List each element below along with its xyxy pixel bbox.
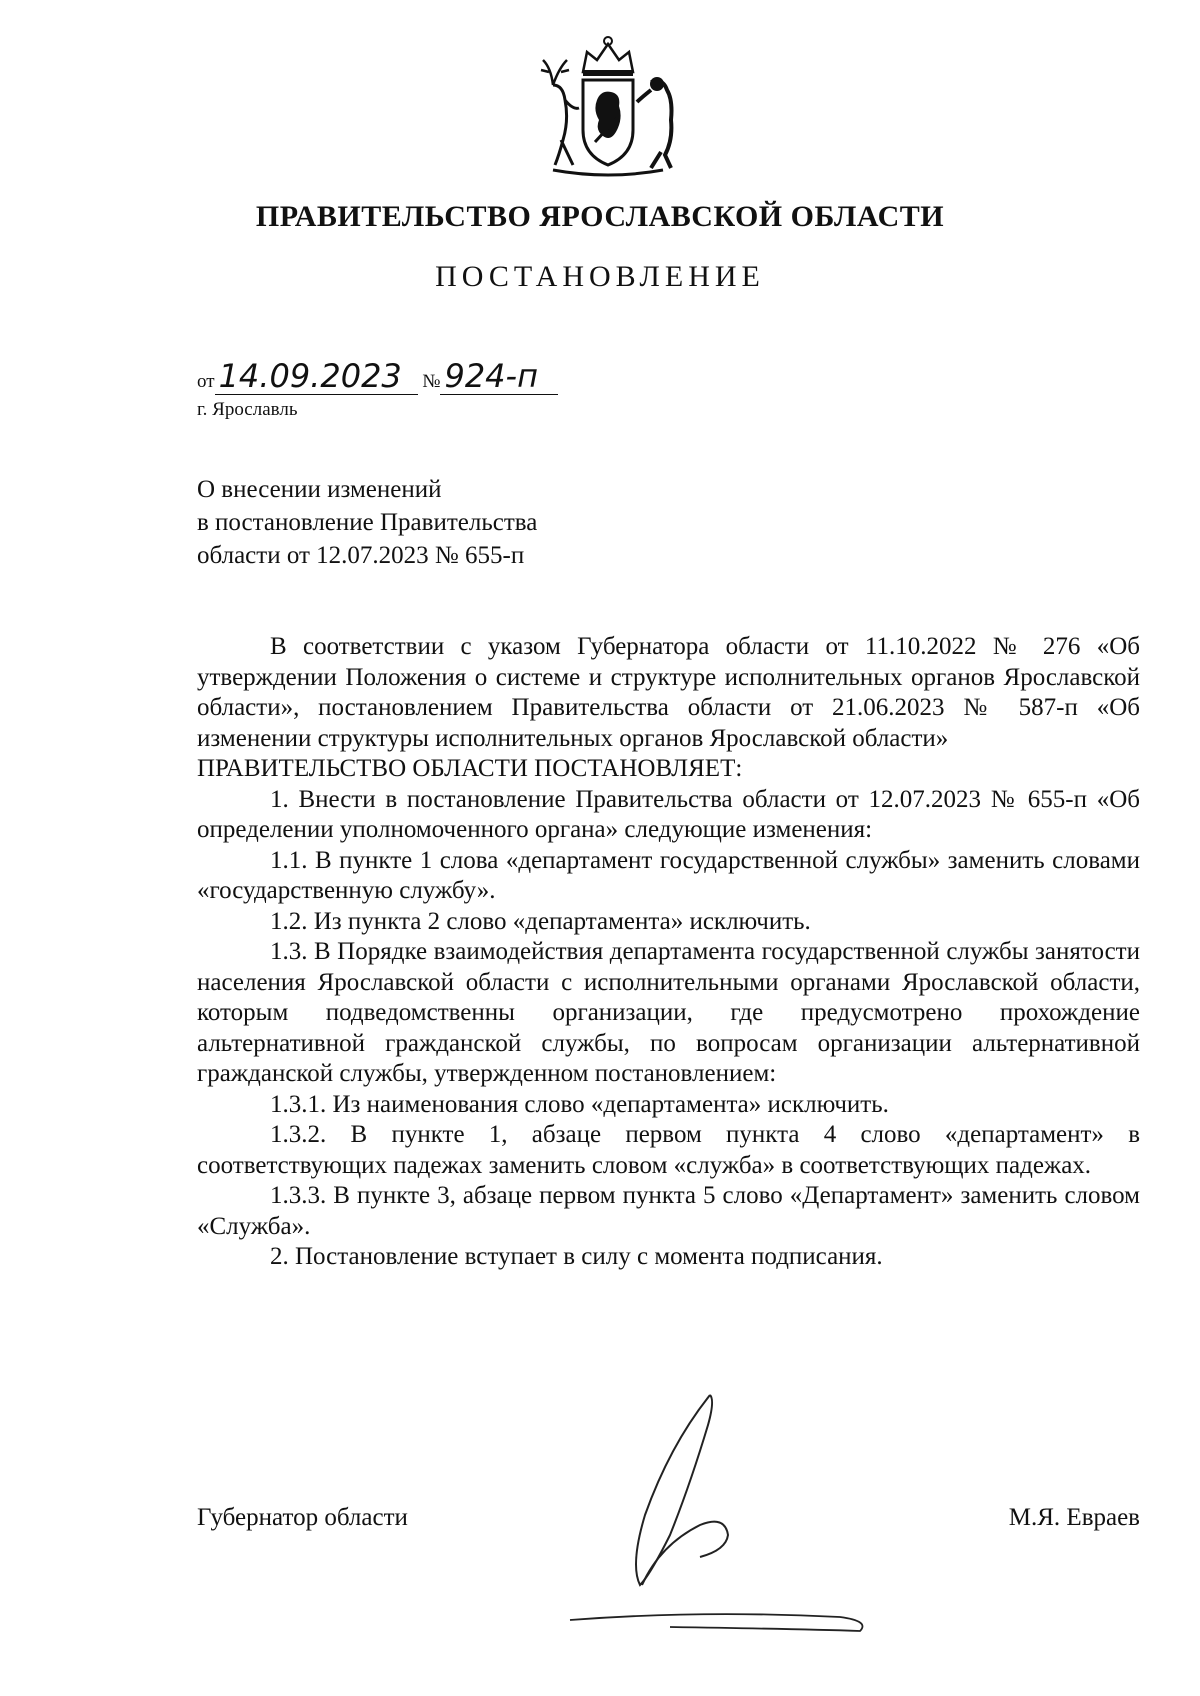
body-item: 1.2. Из пункта 2 слово «департамента» исключить. xyxy=(270,907,811,935)
signatory-name: М.Я. Евраев xyxy=(1008,1504,1140,1531)
body-item: 1.3.2. В пункте 1, абзаце первом пункта 4 слово «департамент» в соответствующих падежах заменить словом «служба» в соответствующих падежах. xyxy=(197,1121,1140,1179)
document-type: ПОСТАНОВЛЕНИЕ xyxy=(435,260,765,293)
document-city: г. Ярославль xyxy=(197,399,298,420)
preamble-paragraph: В соответствии с указом Губернатора области от 11.10.2022 № 276 «Об утверждении Положения о системе и структуре исполнительных органов Ярославской области», постановлением Правительства области от 21.06.2023 № 587-п «Об изменении структуры исполнительных органов Ярославской области» xyxy=(197,633,1140,752)
crown-icon xyxy=(583,44,633,72)
document-subject xyxy=(197,473,717,572)
document-body xyxy=(197,632,1140,1273)
date-from-label: от xyxy=(197,371,215,392)
resolves-heading: ПРАВИТЕЛЬСТВО ОБЛАСТИ ПОСТАНОВЛЯЕТ: xyxy=(197,755,743,782)
org-title: ПРАВИТЕЛЬСТВО ЯРОСЛАВСКОЙ ОБЛАСТИ xyxy=(255,200,945,233)
date-number-line xyxy=(197,357,558,395)
number-label: № xyxy=(422,371,441,392)
body-item: 1.3.3. В пункте 3, абзаце первом пункта 5 слово «Департамент» заменить словом «Служба». xyxy=(197,1182,1140,1240)
subject-line: в постановление Правительства xyxy=(197,509,538,536)
body-item: 1.3.1. Из наименования слово «департамента» исключить. xyxy=(270,1090,889,1118)
bear-supporter-icon xyxy=(637,77,672,168)
coat-of-arms-emblem xyxy=(533,30,683,180)
subject-line: О внесении изменений xyxy=(197,476,442,503)
document-number: 924-п xyxy=(440,360,558,395)
signatory-position: Губернатор области xyxy=(197,1504,408,1531)
subject-line: области от 12.07.2023 № 655-п xyxy=(197,542,525,569)
body-item: 2. Постановление вступает в силу с момента подписания. xyxy=(270,1243,883,1270)
body-item: 1.3. В Порядке взаимодействия департамента государственной службы занятости населения Ярославской области с исполнительными органами Ярославской области, которым подведомственны организации, где предусмотрено прохождение альтернативной гражданской службы, по вопросам организации альтернативной гражданской службы, утвержденном постановлением: xyxy=(197,938,1140,1087)
deer-supporter-icon xyxy=(541,60,579,165)
handwritten-signature xyxy=(550,1385,950,1635)
body-item: 1.1. В пункте 1 слова «департамент государственной службы» заменить словами «государственную службу». xyxy=(197,846,1140,904)
document-date: 14.09.2023 xyxy=(215,360,418,395)
body-item: 1. Внести в постановление Правительства области от 12.07.2023 № 655-п «Об определении уполномоченного органа» следующие изменения: xyxy=(197,785,1140,843)
